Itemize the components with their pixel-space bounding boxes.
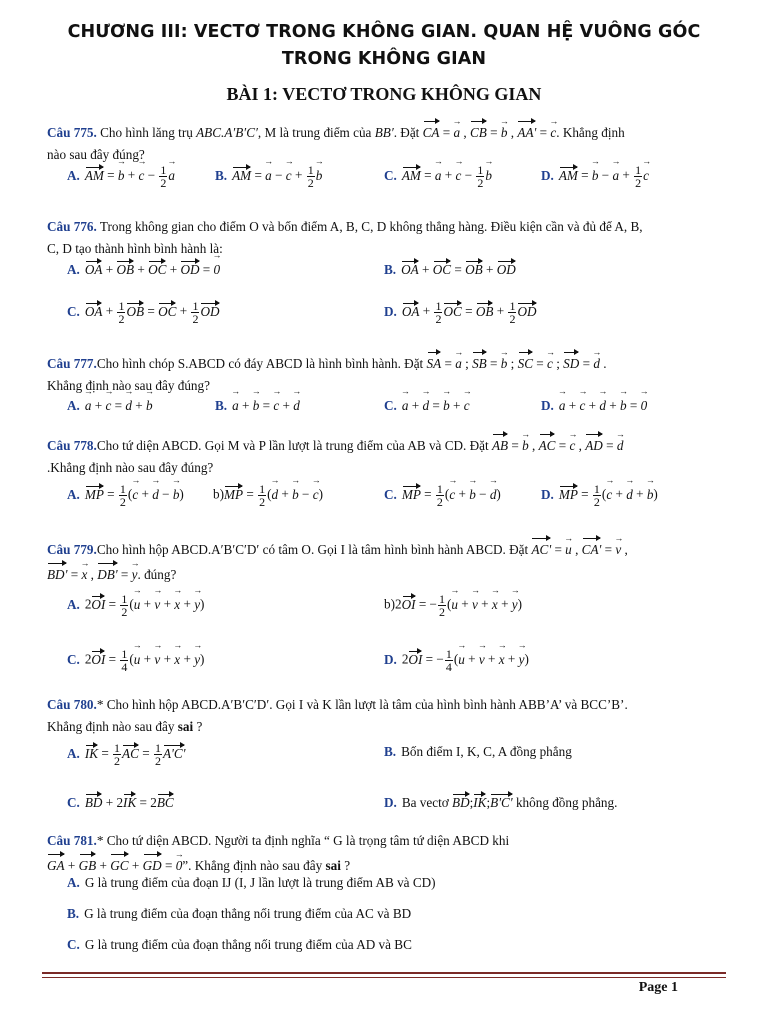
lesson-title: BÀI 1: VECTƠ TRONG KHÔNG GIAN (226, 84, 542, 104)
chapter-title-line2: TRONG KHÔNG GIAN (281, 49, 487, 69)
question-label: Câu 775. (47, 125, 97, 140)
footer-rule-thin (42, 977, 726, 978)
question-780: Câu 780.* Cho hình hộp ABCD.A′B′C′D′. Gọi I và K lần lượt là tâm của hình bình hành ABB’A’ và BCC’B’. Khẳng định nào sau đây sai ? (47, 697, 628, 734)
option-779-b[interactable]: b)2OI = − $\frac{1}{2}$ (u → + v → + x → + y →) (384, 593, 522, 618)
option-775-a[interactable]: A. AM = b → + c → − $\frac{1}{2}$ a → (67, 164, 175, 189)
option-776-c[interactable]: C. OA + $\frac{1}{2}$ OB = OC + $\frac{1}{2}$ OD (67, 299, 220, 326)
option-776-d[interactable]: D. OA + $\frac{1}{2}$ OC = OB + $\frac{1}{2}$ OD (384, 299, 537, 326)
option-779-a[interactable]: A. 2OI = $\frac{1}{2}$ (u → + v → + x → + y →) (67, 593, 204, 618)
option-778-a[interactable]: A. MP = $\frac{1}{2}$ (c → + d → − b →) (67, 483, 184, 508)
option-777-a[interactable]: A. a → + c → = d → + b → (67, 395, 153, 414)
option-781-c[interactable]: C. G là trung điểm của đoạn thẳng nối trung điểm của AD và BC (67, 937, 412, 952)
option-775-c[interactable]: C. AM = a → + c → − $\frac{1}{2}$ b → (384, 164, 492, 189)
option-781-b[interactable]: B. G là trung điểm của đoạn thẳng nối trung điểm của AC và BD (67, 906, 412, 921)
option-779-c[interactable]: C. 2OI = $\frac{1}{4}$ (u → + v → + x → + y →) (67, 648, 204, 673)
option-776-b[interactable]: B. OA + OC = OB + OD (384, 259, 516, 278)
option-777-b[interactable]: B. a → + b → = c → + d → (215, 395, 300, 414)
option-781-a[interactable]: A. G là trung điểm của đoạn IJ (I, J lần lượt là trung điểm AB và CD) (67, 875, 436, 890)
page-number: Page 1 (638, 980, 678, 995)
option-777-d[interactable]: D. a → + c → + d → + b → = 0 → (541, 395, 647, 414)
question-778: Câu 778.Cho tứ diện ABCD. Gọi M và P lần lượt là trung điểm của AB và CD. Đặt AB = b → , AC = c → , AD = d → .Khẳng định nào sau đây đúng? (47, 432, 737, 479)
option-778-b[interactable]: b)MP = $\frac{1}{2}$ (d → + b → − c →) (213, 483, 323, 508)
option-780-c[interactable]: C. BD + 2IK = 2BC (67, 792, 174, 811)
question-777: Câu 777.Cho hình chóp S.ABCD có đáy ABCD là hình bình hành. Đặt SA = a → ; SB = b → ; SC = c → ; SD = d → . Khẳng định nào sau đây đúng? (47, 350, 737, 397)
option-775-b[interactable]: B. AM = a → − c → + $\frac{1}{2}$ b → (215, 164, 322, 189)
option-780-d[interactable]: D. Ba vectơ BD;IK;B'C' không đồng phẳng. (384, 792, 617, 811)
footer-rule (42, 972, 726, 974)
option-779-d[interactable]: D. 2OI = − $\frac{1}{4}$ (u → + v → + x → + y →) (384, 648, 529, 673)
option-778-c[interactable]: C. MP = $\frac{1}{2}$ (c → + b → − d →) (384, 483, 501, 508)
option-775-d[interactable]: D. AM = b → − a → + $\frac{1}{2}$ c → (541, 164, 649, 189)
option-780-b[interactable]: B. Bốn điểm I, K, C, A đồng phẳng (384, 744, 572, 759)
question-776: Câu 776. Trong không gian cho điểm O và bốn điểm A, B, C, D không thẳng hàng. Điều kiện cần và đủ để A, B, C, D tạo thành hình bình hành là: (47, 219, 643, 256)
question-781: Câu 781.* Cho tứ diện ABCD. Người ta định nghĩa “ G là trọng tâm tứ diện ABCD khi GA + GB + GC + GD = 0 →”. Khẳng định nào sau đây sai ? (47, 830, 737, 877)
option-776-a[interactable]: A. OA + OB + OC + OD = 0 → (67, 259, 220, 278)
question-775: Câu 775. Cho hình lăng trụ ABC.A′B′C′, M là trung điểm của BB′. Đặt CA = a → , CB = b → , AA' = c →. Khẳng định nào sau đây đúng? (47, 119, 737, 166)
chapter-title-line1: CHƯƠNG III: VECTƠ TRONG KHÔNG GIAN. QUAN HỆ VUÔNG GÓC (67, 22, 701, 42)
option-780-a[interactable]: A. IK = $\frac{1}{2}$ AC = $\frac{1}{2}$ A'C' (67, 741, 186, 768)
question-779: Câu 779.Cho hình hộp ABCD.A′B′C′D′ có tâm O. Gọi I là tâm hình bình hành ABCD. Đặt AC' = u → , CA' = v → , BD' = x → , DB' = y →. đúng? (47, 536, 737, 586)
option-777-c[interactable]: C. a → + d → = b → + c → (384, 395, 470, 414)
option-778-d[interactable]: D. MP = $\frac{1}{2}$ (c → + d → + b →) (541, 483, 658, 508)
